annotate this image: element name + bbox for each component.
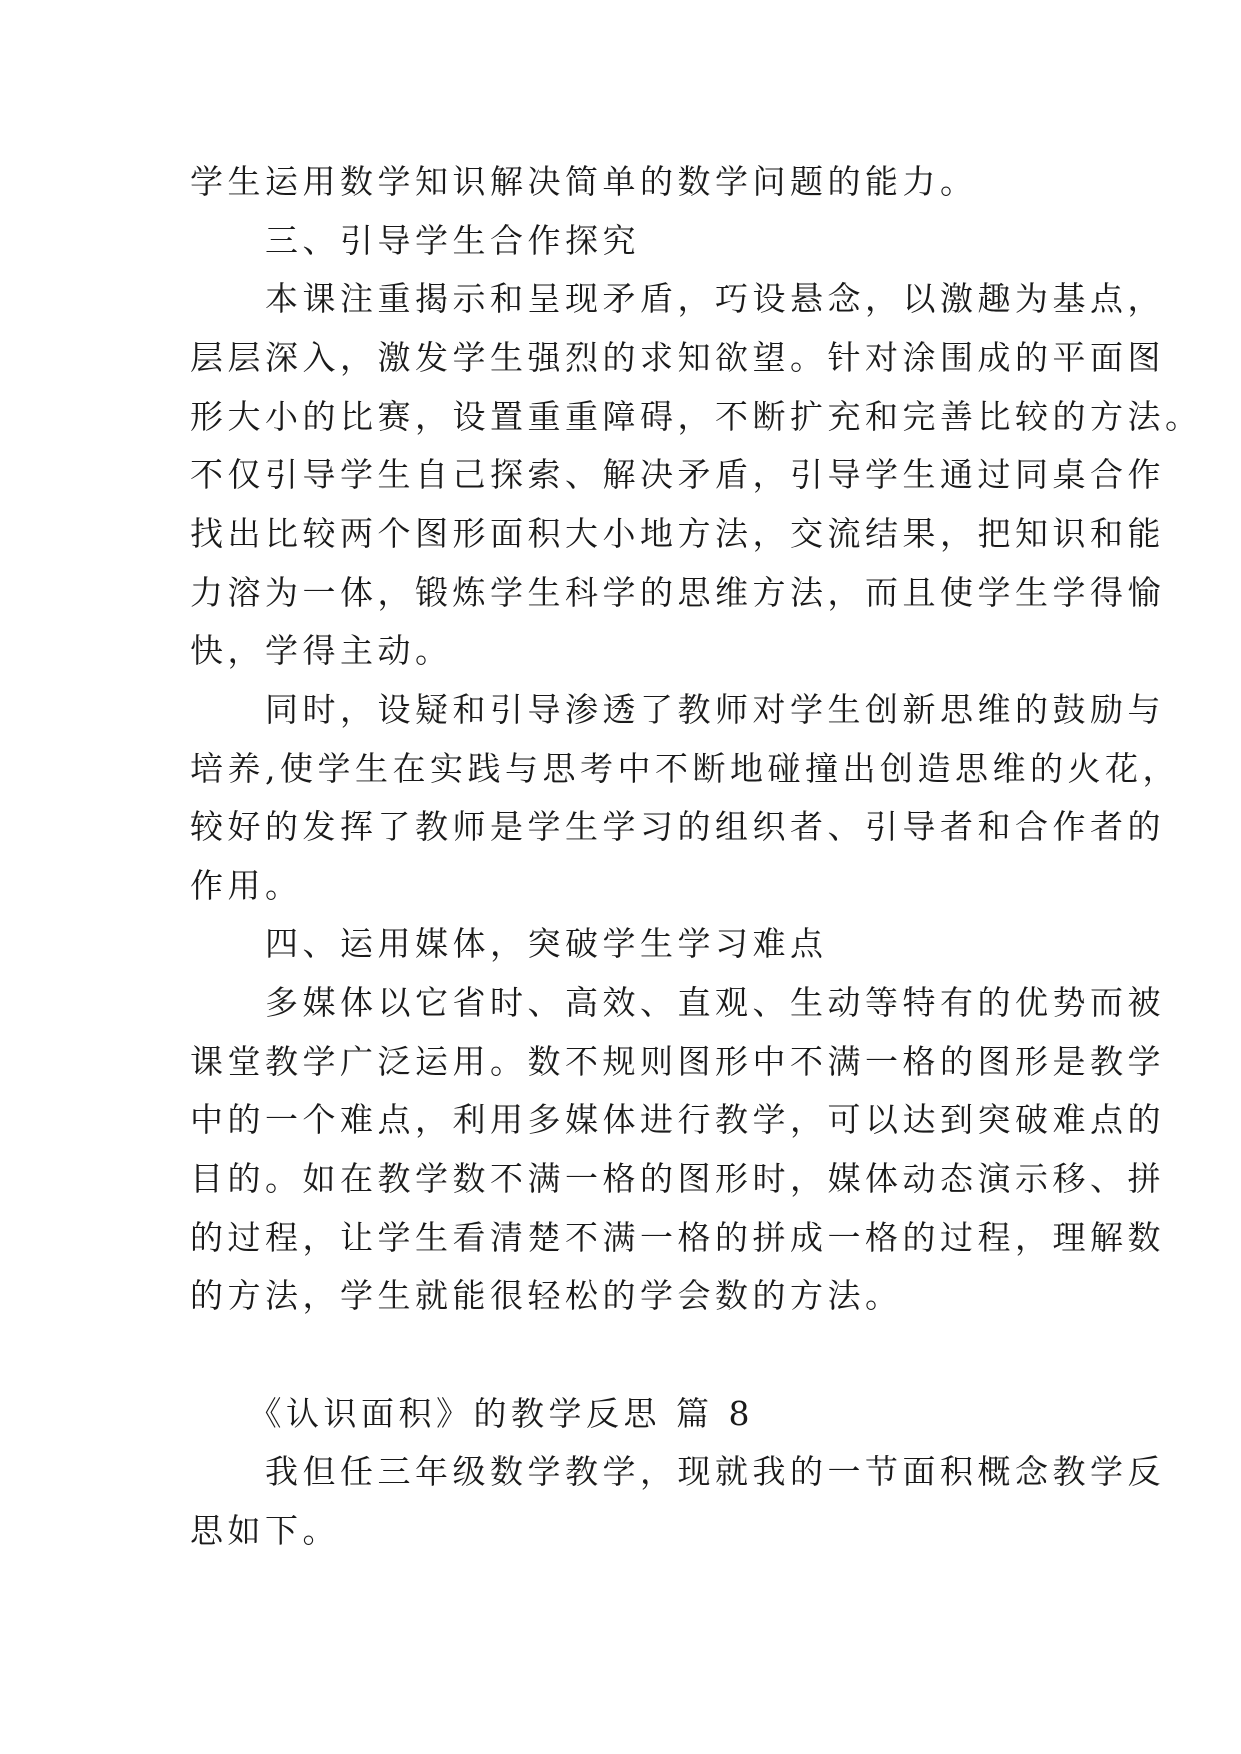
body-text-line: 较好的发挥了教师是学生学习的组织者、引导者和合作者的	[190, 807, 1165, 846]
body-text-line: 多媒体以它省时、高效、直观、生动等特有的优势而被	[190, 983, 1165, 1022]
body-text-line: 本课注重揭示和呈现矛盾，巧设悬念，以激趣为基点，	[190, 279, 1165, 318]
body-text-line: 力溶为一体，锻炼学生科学的思维方法，而且使学生学得愉	[190, 573, 1165, 612]
body-text-line: 形大小的比赛，设置重重障碍，不断扩充和完善比较的方法。	[190, 397, 1203, 436]
body-text-line: 作用。	[190, 866, 303, 905]
body-text-line: 学生运用数学知识解决简单的数学问题的能力。	[190, 162, 978, 201]
section-heading: 四、运用媒体，突破学生学习难点	[190, 924, 828, 963]
article-title: 《认识面积》的教学反思 篇 8	[190, 1394, 754, 1433]
body-text-line: 层层深入，激发学生强烈的求知欲望。针对涂围成的平面图	[190, 338, 1165, 377]
body-text-line: 中的一个难点，利用多媒体进行教学，可以达到突破难点的	[190, 1100, 1165, 1139]
body-text-line: 课堂教学广泛运用。数不规则图形中不满一格的图形是教学	[190, 1042, 1165, 1081]
body-text-line: 找出比较两个图形面积大小地方法，交流结果，把知识和能	[190, 514, 1165, 553]
body-text-line: 的过程，让学生看清楚不满一格的拼成一格的过程，理解数	[190, 1218, 1165, 1257]
body-text-line: 培养,使学生在实践与思考中不断地碰撞出创造思维的火花，	[190, 749, 1180, 788]
body-text-line: 不仅引导学生自己探索、解决矛盾，引导学生通过同桌合作	[190, 455, 1165, 494]
body-text-line: 同时，设疑和引导渗透了教师对学生创新思维的鼓励与	[190, 690, 1165, 729]
body-text-line: 思如下。	[190, 1511, 340, 1550]
body-text-line: 的方法，学生就能很轻松的学会数的方法。	[190, 1276, 903, 1315]
section-heading: 三、引导学生合作探究	[190, 221, 640, 260]
body-text-line: 快，学得主动。	[190, 631, 453, 670]
body-text-line: 目的。如在教学数不满一格的图形时，媒体动态演示移、拼	[190, 1159, 1165, 1198]
body-text-line: 我但任三年级数学教学，现就我的一节面积概念教学反	[190, 1452, 1165, 1491]
